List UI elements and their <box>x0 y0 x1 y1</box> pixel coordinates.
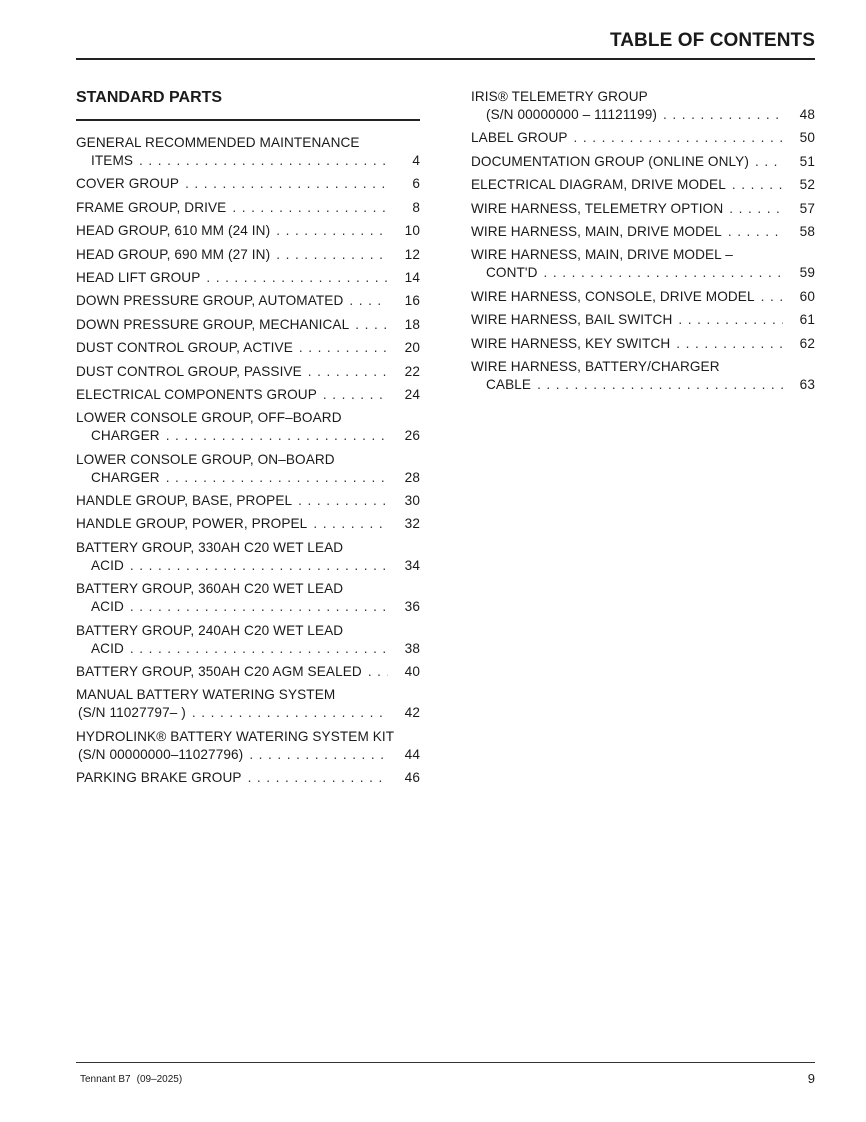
toc-entry-title: BATTERY GROUP, 330AH C20 WET LEAD <box>76 539 344 555</box>
toc-entry-title: BATTERY GROUP, 240AH C20 WET LEAD <box>76 622 344 638</box>
toc-page-number: 62 <box>799 335 815 351</box>
toc-page-number: 26 <box>404 428 420 444</box>
toc-entry-title: IRIS® TELEMETRY GROUP <box>471 89 648 104</box>
toc-entry[interactable] <box>76 246 420 264</box>
dot-leader <box>139 152 388 170</box>
page-title: TABLE OF CONTENTS <box>609 30 815 51</box>
dot-leader <box>368 663 388 681</box>
toc-entry-label: CONT'D <box>486 265 538 281</box>
section-title: STANDARD PARTS <box>76 89 223 106</box>
toc-entry[interactable] <box>76 492 420 510</box>
toc-entry-label: CHARGER <box>91 428 160 444</box>
toc-entry[interactable] <box>471 288 815 306</box>
toc-entry-title: LOWER CONSOLE GROUP, OFF–BOARD <box>76 410 342 426</box>
toc-entry[interactable] <box>76 663 420 681</box>
toc-page-number: 46 <box>404 770 420 786</box>
toc-entry[interactable] <box>471 176 815 194</box>
dot-leader <box>728 223 783 241</box>
toc-entry[interactable] <box>471 223 815 241</box>
toc-entry[interactable] <box>76 515 420 533</box>
toc-entry[interactable] <box>471 129 815 147</box>
toc-page-number: 59 <box>799 265 815 281</box>
toc-page-number: 16 <box>404 293 420 309</box>
toc-entry-label: DUST CONTROL GROUP, PASSIVE <box>76 363 302 379</box>
toc-entry-label: (S/N 00000000–11027796) <box>78 746 244 762</box>
toc-entry[interactable] <box>76 386 420 404</box>
toc-entry[interactable] <box>76 316 420 334</box>
dot-leader <box>248 769 388 787</box>
toc-entry-label: ACID <box>91 557 124 573</box>
toc-page-number: 20 <box>404 340 420 356</box>
toc-page-number: 40 <box>404 664 420 680</box>
toc-entry[interactable] <box>471 335 815 353</box>
toc-entry[interactable] <box>76 580 420 616</box>
toc-page-number: 4 <box>412 153 420 168</box>
toc-entry-title: HYDROLINK® BATTERY WATERING SYSTEM KIT <box>76 728 395 744</box>
toc-entry-title: GENERAL RECOMMENDED MAINTENANCE <box>76 135 360 150</box>
dot-leader <box>299 339 388 357</box>
toc-entry[interactable] <box>471 153 815 171</box>
toc-page-number: 18 <box>404 316 420 332</box>
toc-page-number: 42 <box>404 705 420 721</box>
toc-entry-label: ITEMS <box>91 153 134 168</box>
toc-entry-label: DOWN PRESSURE GROUP, AUTOMATED <box>76 293 344 309</box>
dot-leader <box>232 199 388 217</box>
section-divider <box>76 119 420 121</box>
toc-entry-label: PARKING BRAKE GROUP <box>76 770 242 786</box>
toc-right-column <box>471 88 815 399</box>
dot-leader <box>349 292 388 310</box>
toc-entry-label: (S/N 00000000 – 11121199) <box>486 107 658 122</box>
dot-leader <box>761 288 783 306</box>
dot-leader <box>185 175 388 193</box>
toc-entry[interactable] <box>471 88 815 124</box>
toc-entry[interactable] <box>76 728 420 764</box>
dot-leader <box>663 106 783 124</box>
dot-leader <box>130 557 388 575</box>
toc-entry[interactable] <box>471 311 815 329</box>
toc-page-number: 28 <box>404 469 420 485</box>
toc-page-number: 58 <box>799 223 815 239</box>
toc-entry-label: DOWN PRESSURE GROUP, MECHANICAL <box>76 316 350 332</box>
dot-leader <box>355 316 388 334</box>
dot-leader <box>130 598 388 616</box>
toc-entry-label: (S/N 11027797– ) <box>78 705 186 721</box>
toc-entry-label: ACID <box>91 640 124 656</box>
dot-leader <box>166 469 388 487</box>
footer-date: (09–2025) <box>136 1074 183 1085</box>
toc-page-number: 32 <box>404 516 420 532</box>
toc-entry-title: LOWER CONSOLE GROUP, ON–BOARD <box>76 451 335 467</box>
toc-page-number: 63 <box>799 376 815 392</box>
dot-leader <box>206 269 388 287</box>
dot-leader <box>678 311 783 329</box>
toc-page-number: 6 <box>412 176 420 192</box>
toc-entry-label: DOCUMENTATION GROUP (ONLINE ONLY) <box>471 153 749 169</box>
dot-leader <box>249 746 388 764</box>
toc-page-number: 38 <box>404 640 420 656</box>
dot-leader <box>729 200 783 218</box>
toc-page-number: 24 <box>404 386 420 402</box>
toc-entry-label: HANDLE GROUP, POWER, PROPEL <box>76 516 308 532</box>
toc-entry-label: WIRE HARNESS, KEY SWITCH <box>471 335 671 351</box>
toc-page-number: 61 <box>799 312 815 328</box>
toc-page-number: 12 <box>404 246 420 262</box>
toc-entry[interactable] <box>76 199 420 217</box>
toc-left-column <box>76 134 420 793</box>
dot-leader <box>308 363 388 381</box>
toc-entry-label: ELECTRICAL COMPONENTS GROUP <box>76 386 317 402</box>
dot-leader <box>755 153 783 171</box>
toc-entry-label: HEAD GROUP, 610 MM (24 IN) <box>76 223 271 239</box>
dot-leader <box>313 515 388 533</box>
toc-entry[interactable] <box>471 246 815 282</box>
toc-entry-label: HANDLE GROUP, BASE, PROPEL <box>76 493 293 509</box>
toc-entry[interactable] <box>76 292 420 310</box>
toc-entry[interactable] <box>471 358 815 394</box>
toc-page-number: 44 <box>404 746 420 762</box>
toc-entry[interactable] <box>76 363 420 381</box>
toc-entry[interactable] <box>471 200 815 218</box>
toc-page-number: 60 <box>799 288 815 304</box>
toc-page-number: 34 <box>404 557 420 573</box>
toc-entry-label: DUST CONTROL GROUP, ACTIVE <box>76 340 293 356</box>
toc-entry-title: WIRE HARNESS, MAIN, DRIVE MODEL – <box>471 247 733 263</box>
toc-entry-label: WIRE HARNESS, CONSOLE, DRIVE MODEL <box>471 288 755 304</box>
toc-entry[interactable] <box>76 622 420 658</box>
dot-leader <box>298 492 388 510</box>
toc-page-number: 57 <box>799 200 815 216</box>
toc-entry-label: ELECTRICAL DIAGRAM, DRIVE MODEL <box>471 177 726 193</box>
footer-document-id <box>80 1074 182 1085</box>
toc-page-number: 50 <box>799 130 815 146</box>
dot-leader <box>166 427 388 445</box>
footer-divider <box>76 1062 815 1063</box>
footer-product: Tennant B7 <box>80 1074 131 1085</box>
toc-entry-label: COVER GROUP <box>76 176 180 192</box>
toc-entry-label: WIRE HARNESS, BAIL SWITCH <box>471 312 673 328</box>
dot-leader <box>732 176 783 194</box>
footer-page-number: 9 <box>807 1071 815 1086</box>
toc-entry-label: WIRE HARNESS, TELEMETRY OPTION <box>471 200 724 216</box>
dot-leader <box>276 246 388 264</box>
toc-page-number: 30 <box>404 493 420 509</box>
toc-entry[interactable] <box>76 451 420 487</box>
dot-leader <box>130 640 388 658</box>
dot-leader <box>676 335 783 353</box>
toc-page-number: 51 <box>799 153 815 169</box>
toc-page-number: 10 <box>404 223 420 239</box>
toc-entry-label: HEAD LIFT GROUP <box>76 269 201 285</box>
toc-page-number: 36 <box>404 599 420 615</box>
toc-entry-label: LABEL GROUP <box>471 130 568 146</box>
toc-entry-title: WIRE HARNESS, BATTERY/CHARGER <box>471 358 720 374</box>
toc-page-number: 48 <box>799 107 815 122</box>
toc-entry-label: ACID <box>91 599 124 615</box>
toc-entry[interactable] <box>76 686 420 722</box>
dot-leader <box>276 222 388 240</box>
toc-entry[interactable] <box>76 539 420 575</box>
dot-leader <box>574 129 783 147</box>
toc-entry[interactable] <box>76 269 420 287</box>
header-divider <box>76 58 815 60</box>
dot-leader <box>323 386 388 404</box>
dot-leader <box>537 376 783 394</box>
toc-entry-label: FRAME GROUP, DRIVE <box>76 199 227 215</box>
dot-leader <box>544 264 783 282</box>
toc-entry-label: BATTERY GROUP, 350AH C20 AGM SEALED <box>76 664 362 680</box>
toc-page-number: 8 <box>412 199 420 215</box>
toc-page-number: 22 <box>404 363 420 379</box>
toc-entry-title: BATTERY GROUP, 360AH C20 WET LEAD <box>76 581 344 597</box>
dot-leader <box>192 704 388 722</box>
toc-entry-label: WIRE HARNESS, MAIN, DRIVE MODEL <box>471 223 722 239</box>
toc-entry[interactable] <box>76 769 420 787</box>
toc-entry[interactable] <box>76 409 420 445</box>
toc-entry-label: CABLE <box>486 376 532 392</box>
toc-entry[interactable] <box>76 339 420 357</box>
toc-entry[interactable] <box>76 222 420 240</box>
toc-entry-label: HEAD GROUP, 690 MM (27 IN) <box>76 246 271 262</box>
toc-entry[interactable] <box>76 134 420 170</box>
toc-entry[interactable] <box>76 175 420 193</box>
toc-page-number: 52 <box>799 177 815 193</box>
toc-entry-label: CHARGER <box>91 469 160 485</box>
toc-page-number: 14 <box>404 269 420 285</box>
toc-entry-title: MANUAL BATTERY WATERING SYSTEM <box>76 687 336 703</box>
